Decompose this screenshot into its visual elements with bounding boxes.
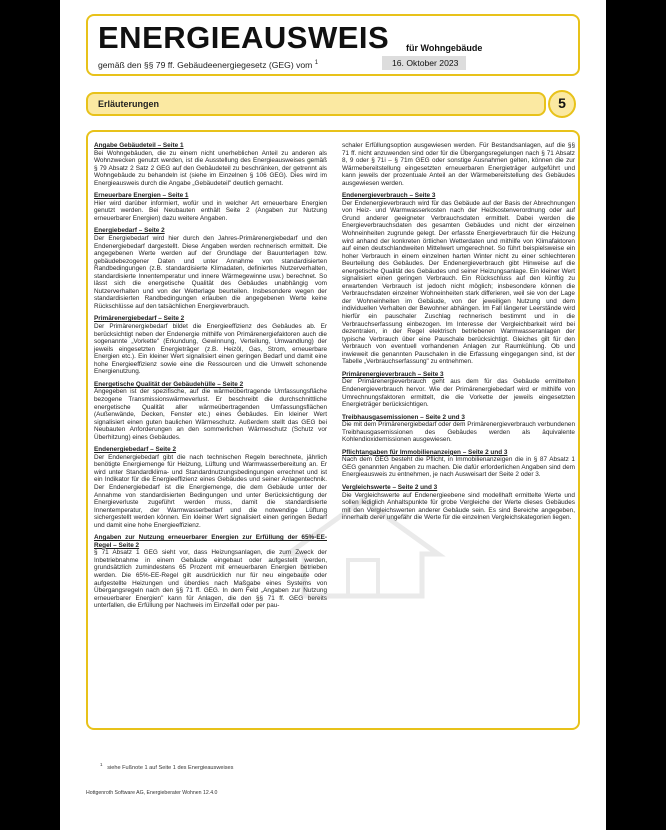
explanation-section <box>342 414 575 444</box>
section-text: Der Endenergieverbrauch wird für das Gebäude auf der Basis der Abrechnungen von Heiz- und Warmwasserkosten nach der Heizkostenverordnung oder auf Grund anderer geeigneter Verbrauchsdaten ermittelt. Dabei werden die Energieverbrauchsdaten des gesamten Gebäudes und nicht der einzelnen Wohneinheiten zugrunde gelegt. Der erfasste Energieverbrauch für die Heizung wird anhand der konkreten örtlichen Wetterdaten und mithilfe von Klimafaktoren auf einen deutschlandweiten Mittelwert umgerechnet. So führt beispielsweise ein hoher Verbrauch in einem einzelnen harten Winter nicht zu einer schlechteren Beurteilung des Gebäudes. Der Endenergieverbrauch gibt Hinweise auf die energetische Qualität des Gebäudes und seiner Heizungsanlage. Ein kleiner Wert signalisiert einen geringen Verbrauch. Ein Rückschluss auf den künftig zu erwartenden Verbrauch ist jedoch nicht möglich; insbesondere können die Verbrauchsdaten einzelner Wohneinheiten stark differieren, weil sie von der Lage der Wohneinheiten im Gebäude, von der jeweiligen Nutzung und dem individuellen Verhalten der Bewohner abhängen. Im Fall längerer Leerstände wird hierfür ein pauschaler Zuschlag rechnerisch bestimmt und in die Verbrauchserfassung einbezogen. Im Interesse der Vergleichbarkeit wird bei dezentralen, in der Regel elektrisch betriebenen Warmwasseranlagen der typische Verbrauch über eine Pauschale berücksichtigt. Gleiches gilt für den Verbrauch von eventuell vorhandenen Anlagen zur Raumkühlung. Ob und inwieweit die genannten Pauschalen in die Erfassung eingegangen sind, ist der Tabelle „Verbrauchserfassung" zu entnehmen. <box>342 199 575 366</box>
section-text: Hier wird darüber informiert, wofür und in welcher Art erneuerbare Energien genutzt werden. Bei Neubauten enthält Seite 2 (Angaben zur Nutzung erneuerbarer Energien) dazu weitere Angaben. <box>94 199 327 222</box>
left-column <box>94 142 327 615</box>
section-heading: Vergleichswerte – Seite 2 und 3 <box>342 483 438 491</box>
section-heading: Primärenergiebedarf – Seite 2 <box>94 315 185 323</box>
section-heading: Energiebedarf – Seite 2 <box>94 227 165 235</box>
section-heading: Endenergiebedarf – Seite 2 <box>94 446 177 454</box>
section-heading: Energetische Qualität der Gebäudehülle – Seite 2 <box>94 380 244 388</box>
explanation-section <box>94 315 327 375</box>
section-header-bar <box>86 92 546 116</box>
issue-date-field: 16. Oktober 2023 <box>382 56 466 70</box>
right-column <box>342 142 575 527</box>
section-text: Der Primärenergiebedarf bildet die Energieeffizienz des Gebäudes ab. Er berücksichtigt neben der Endenergie mithilfe von Primärenergiefaktoren auch die sogenannte „Vorkette" (Erkundung, Gewinnung, Verteilung, Umwandlung) der jeweils eingesetzten Energieträger (z.B. Heizöl, Gas, Strom, erneuerbare Energien etc.). Ein kleiner Wert signalisiert einen geringen Bedarf und damit eine hohe Energieeffizienz sowie eine die Ressourcen und die Umwelt schonende Energienutzung. <box>94 323 327 376</box>
explanation-section <box>94 534 327 609</box>
legal-basis-text: gemäß den §§ 79 ff. Gebäudeenergiegesetz (GEG) vom <box>98 60 313 70</box>
section-heading: Pflichtangaben für Immobilienanzeigen – Seite 2 und 3 <box>342 448 508 456</box>
explanation-section <box>94 381 327 441</box>
section-text: Nach dem GEG besteht die Pflicht, in Immobilienanzeigen die in § 87 Absatz 1 GEG genannten Angaben zu machen. Die dafür erforderlichen Angaben sind dem Energieausweis zu entnehmen, je nach Ausweisart der Seite 2 oder 3. <box>342 456 575 479</box>
section-heading: Angabe Gebäudeteil – Seite 1 <box>94 142 184 149</box>
section-text: Bei Wohngebäuden, die zu einem nicht unerheblichen Anteil zu anderen als Wohnzwecken genutzt werden, ist die Ausstellung des Energieausweises gemäß § 79 Absatz 2 Satz 2 GEG auf den Gebäudeteil zu beschränken, der getrennt als Wohngebäude zu behandeln ist (siehe im Einzelnen § 106 GEG). Dies wird im Energieausweis durch die Angabe „Gebäudeteil" deutlich gemacht. <box>94 149 327 187</box>
document-title: ENERGIEAUSWEIS <box>98 20 390 55</box>
section-text: § 71 Absatz 1 GEG sieht vor, dass Heizungsanlagen, die zum Zweck der Inbetriebnahme in einem Gebäude eingebaut oder aufgestellt werden, grundsätzlich zumindestens 65 Prozent mit erneuerbaren Energien betrieben werden. Die 65%-EE-Regel gilt ausdrücklich nur für neu eingebaute oder aufgestellte Heizungen und überdies nach Maßgabe eines Systems von Übergangsregeln nach den §§ 71 ff. GEG. In dem Feld „Angaben zur Nutzung erneuerbarer Energien" kann für Anlagen, die den §§ 71 ff. GEG bereits unterfallen, die Erfüllung per Nachweis im Einzelfall oder per pau- <box>94 549 327 610</box>
section-heading: Treibhausgasemissionen – Seite 2 und 3 <box>342 413 465 421</box>
explanations-box <box>86 130 580 730</box>
legal-basis-line <box>98 60 318 70</box>
section-heading: Erneuerbare Energien – Seite 1 <box>94 192 189 200</box>
explanation-section <box>342 484 575 522</box>
section-text: Die mit dem Primärenergiebedarf oder dem Primärenergieverbrauch verbundenen Treibhausgasemissionen des Gebäudes werden als äquivalente Kohlendioxidemissionen ausgewiesen. <box>342 421 575 444</box>
footnote-text: siehe Fußnote 1 auf Seite 1 des Energieausweises <box>107 764 234 771</box>
software-footer: Hottgenroth Software AG, Energieberater Wohnen 12.4.0 <box>86 790 218 796</box>
section-text: schaler Erfüllungsoption ausgewiesen werden. Für Bestandsanlagen, auf die §§ 71 ff. nicht anzuwenden sind oder für die Übergangsregelungen nach § 71 Absatz 8, 9 oder § 71i – § 71m GEG oder sonstige Ausnahmen gelten, können die zur Wärmebereitstellung eingesetzten erneuerbaren Energieträger aufgeführt und kann jeweils der prozentuale Anteil an der Wärmebereitstellung des Gebäudes ausgewiesen werden. <box>342 142 575 187</box>
section-heading: Primärenergieverbrauch – Seite 3 <box>342 370 444 378</box>
explanation-section <box>342 449 575 479</box>
section-title: Erläuterungen <box>98 99 160 109</box>
section-text: Der Energiebedarf wird hier durch den Jahres-Primärenergiebedarf und den Endenergiebedarf dargestellt. Diese Angaben werden rechnerisch ermittelt. Die angegebenen Werte werden auf der Grundlage der Bauunterlagen bzw. gebäudebezogener Daten und unter Annahme von standardisierten Randbedingungen (z.B. standardisierte Klimadaten, definiertes Nutzerverhalten, standardisierte Innentemperatur und innere Wärmegewinne usw.) berechnet. So lässt sich die energetische Qualität des Gebäudes unabhängig vom Nutzerverhalten und von der Wetterlage beurteilen. Insbesondere wegen der standardisierten Randbedingungen erlauben die angegebenen Werte keine Rückschlüsse auf den tatsächlichen Energieverbrauch. <box>94 235 327 310</box>
page-number-badge: 5 <box>548 90 576 118</box>
footnote-number: 1 <box>100 762 103 767</box>
section-text: Der Endenergiebedarf gibt die nach technischen Regeln berechnete, jährlich benötigte Energiemenge für Heizung, Lüftung und Warmwasserbereitung an. Er wird unter Standardklima- und Standardnutzungsbedingungen errechnet und ist ein Indikator für die Energieeffizienz eines Gebäudes und seiner Anlagentechnik. Der Endenergiebedarf ist die Energiemenge, die dem Gebäude unter der Annahme von standardisierten Bedingungen und unter Berücksichtigung der Energieverluste zugeführt werden muss, damit die standardisierte Innentemperatur, der Warmwasserbedarf und die notwendige Lüftung sichergestellt werden können. Ein kleiner Wert signalisiert einen geringen Bedarf und damit eine hohe Energieeffizienz. <box>94 453 327 529</box>
explanation-section <box>94 142 327 187</box>
document-subtitle: für Wohngebäude <box>406 43 483 53</box>
explanation-section <box>94 227 327 310</box>
explanation-section <box>342 371 575 409</box>
explanation-section <box>94 192 327 222</box>
footnote-mark: 1 <box>314 60 319 67</box>
section-text: Der Primärenergieverbrauch geht aus dem für das Gebäude ermittelten Endenergieverbrauch hervor. Wie der Primärenergiebedarf wird er mithilfe von Umrechnungsfaktoren ermittelt, die die Vorkette der jeweils eingesetzten Energieträger berücksichtigen. <box>342 378 575 409</box>
document-page <box>60 0 606 830</box>
section-text: Angegeben ist der spezifische, auf die wärmeübertragende Umfassungsfläche bezogene Transmissionswärmeverlust. Er beschreibt die durchschnittliche energetische Qualität aller wärmeübertragenden Umfassungsflächen (Außenwände, Decken, Fenster etc.) eines Gebäudes. Ein kleiner Wert signalisiert einen guten baulichen Wärmeschutz. Außerdem stellt das GEG bei Neubauten Anforderungen an den sommerlichen Wärmeschutz (Schutz vor Überhitzung) eines Gebäudes. <box>94 388 327 441</box>
section-heading: Endenergieverbrauch – Seite 3 <box>342 192 436 200</box>
header-box <box>86 14 580 76</box>
explanation-section <box>342 142 575 187</box>
footnote <box>100 762 233 771</box>
explanation-section <box>94 446 327 529</box>
section-text: Die Vergleichswerte auf Endenergieebene sind modellhaft ermittelte Werte und sollen lediglich Anhaltspunkte für grobe Vergleiche der Werte dieses Gebäudes mit den Vergleichswerten anderer Gebäude sein. Es sind Bereiche angegeben, innerhalb derer ungefähr die Werte für die einzelnen Vergleichskategorien liegen. <box>342 491 575 522</box>
section-heading: Angaben zur Nutzung erneuerbarer Energien zur Erfüllung der 65%-EE-Regel – Seite 2 <box>94 534 327 549</box>
explanation-section <box>342 192 575 366</box>
